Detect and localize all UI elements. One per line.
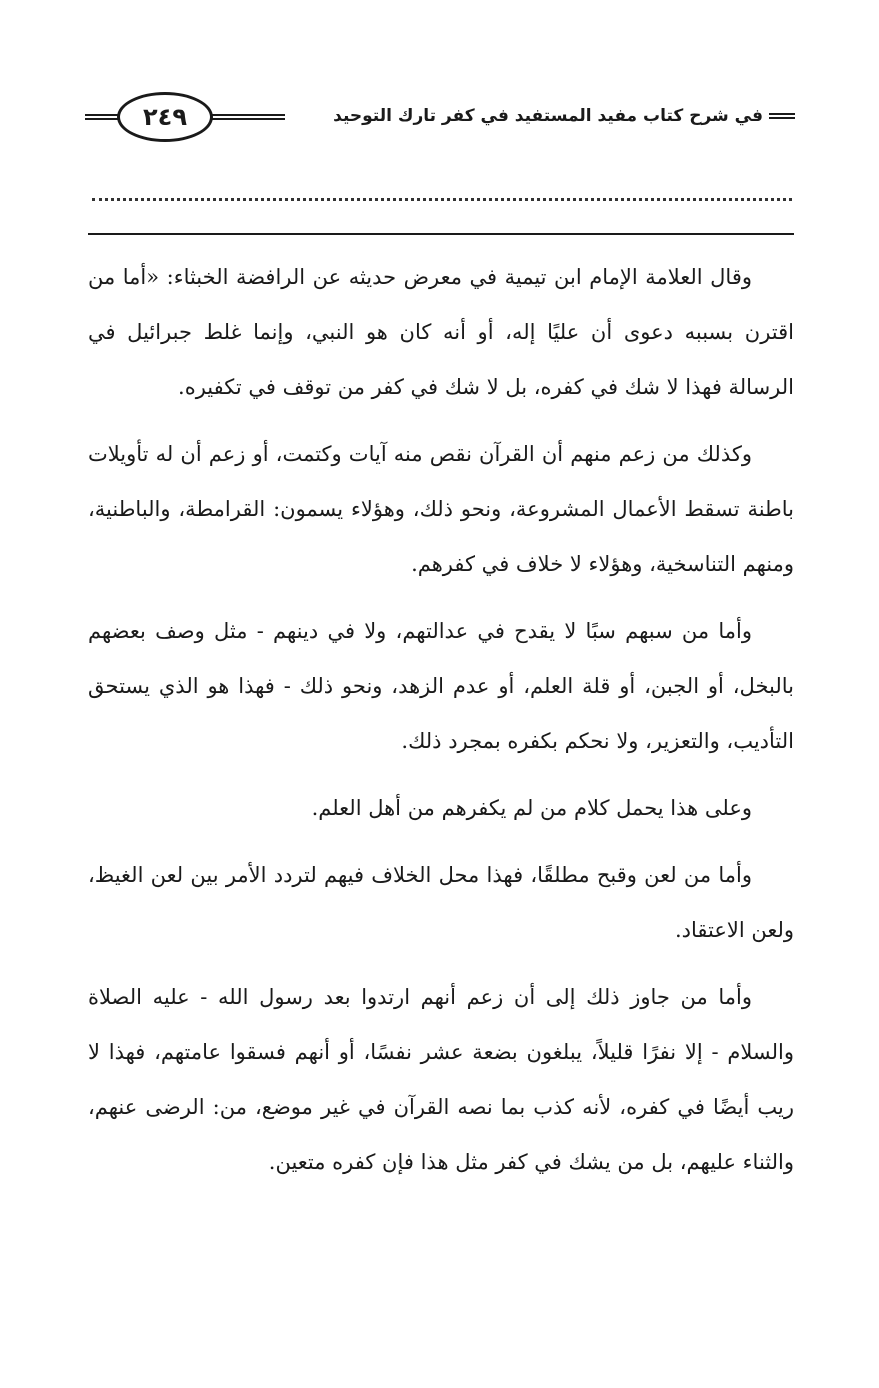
page-number-oval [117,92,213,142]
solid-separator [88,233,794,235]
page-number-ornament [85,88,285,150]
page-number: ٢٤٩ [143,103,187,131]
paragraph: وأما من جاوز ذلك إلى أن زعم أنهم ارتدوا بعد رسول الله - عليه الصلاة والسلام - إلا نفرًا قليلاً، يبلغون بضعة عشر نفسًا، أو أنهم فسقوا عامتهم، فهذا لا ريب أيضًا في كفره، لأنه كذب بما نصه القرآن في غير موضع، من: الرضى عنهم، والثناء عليهم، بل من يشك في كفر مثل هذا فإن كفره متعين. [88,985,794,1174]
running-head [333,106,795,126]
book-title: في شرح كتاب مفيد المستفيد في كفر تارك التوحيد [333,106,763,126]
ornament-rule-right [207,114,285,120]
paragraph: وقال العلامة الإمام ابن تيمية في معرض حديثه عن الرافضة الخبثاء: «أما من اقترن بسببه دعوى أن عليًا إله، أو أنه كان هو النبي، وإنما غلط جبرائيل في الرسالة فهذا لا شك في كفره، بل لا شك في كفر من توقف في تكفيره. [88,265,794,399]
paragraph: وأما من لعن وقبح مطلقًا، فهذا محل الخلاف فيهم لتردد الأمر بين لعن الغيظ، ولعن الاعتقاد. [88,863,794,942]
paragraph: وعلى هذا يحمل كلام من لم يكفرهم من أهل العلم. [311,796,752,820]
page-body [88,250,794,1202]
paragraph: وأما من سبهم سبًا لا يقدح في عدالتهم، ولا في دينهم - مثل وصف بعضهم بالبخل، أو الجبن، أو قلة العلم، أو عدم الزهد، ونحو ذلك - فهذا هو الذي يستحق التأديب، والتعزير، ولا نحكم بكفره بمجرد ذلك. [88,619,794,753]
dotted-separator [92,198,792,201]
running-head-rule [769,113,795,119]
paragraph: وكذلك من زعم منهم أن القرآن نقص منه آيات وكتمت، أو زعم أن له تأويلات باطنة تسقط الأعمال المشروعة، ونحو ذلك، وهؤلاء يسمون: القرامطة، والباطنية، ومنهم التناسخية، وهؤلاء لا خلاف في كفرهم. [88,442,794,576]
page-header [85,88,795,150]
